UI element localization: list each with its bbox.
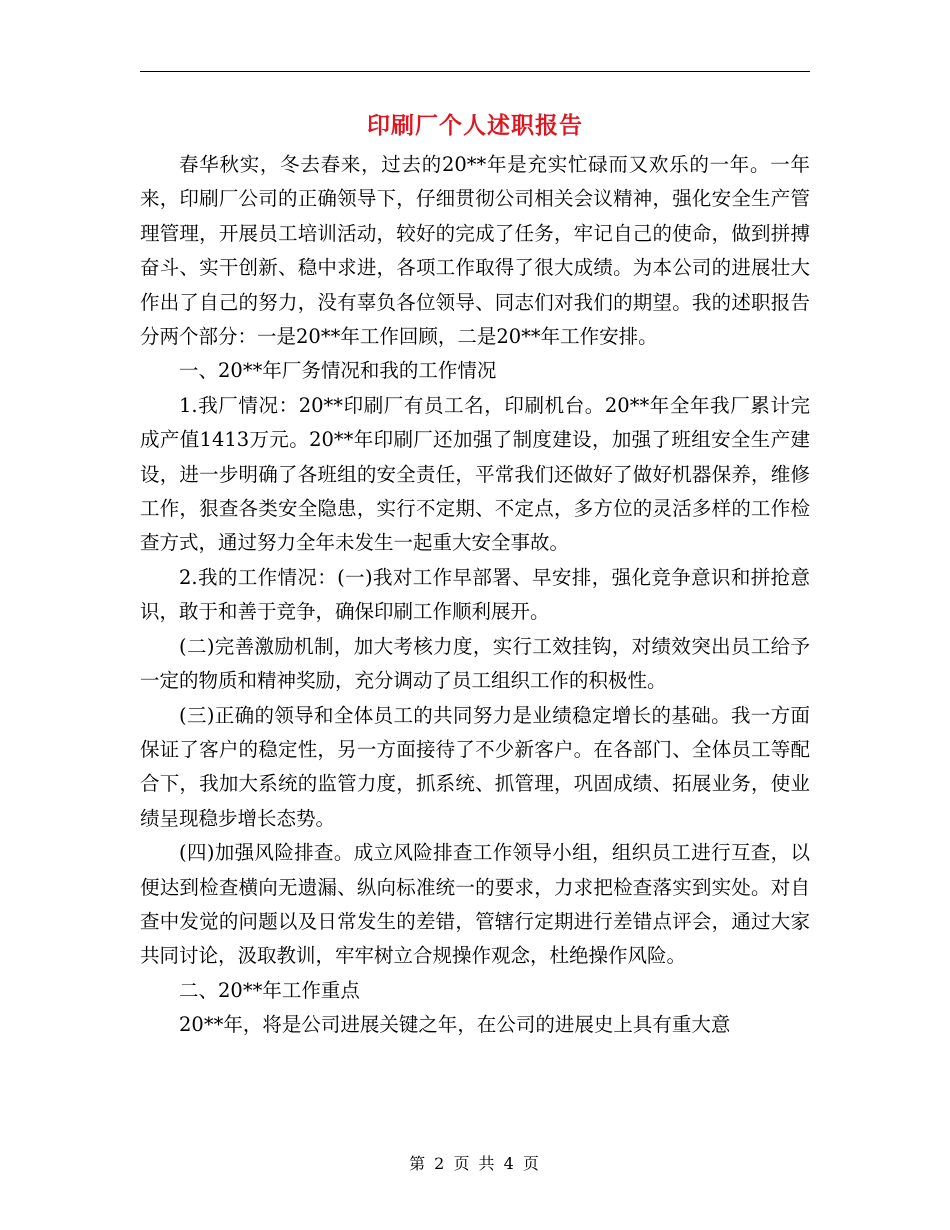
paragraph-factory-status: 1.我厂情况：20**印刷厂有员工名，印刷机台。20**年全年我厂累计完成产值1413万元。20**年印刷厂还加强了制度建设，加强了班组安全生产建设，进一步明确了各班组的安全责任，平常我们还做好了做好机器保养，维修工作，狠查各类安全隐患，实行不定期、不定点，多方位的灵活多样的工作检查方式，通过努力全年未发生一起重大安全事故。 bbox=[140, 393, 810, 555]
page-number: 第 2 页 共 4 页 bbox=[409, 1154, 541, 1173]
document-title: 印刷厂个人述职报告 bbox=[367, 112, 583, 139]
document-body bbox=[140, 148, 810, 1043]
paragraph-leadership: (三)正确的领导和全体员工的共同努力是业绩稳定增长的基础。我一方面保证了客户的稳定性，另一方面接待了不少新客户。在各部门、全体员工等配合下，我加大系统的监管力度，抓系统、抓管理，巩固成绩、拓展业务，使业绩呈现稳步增长态势。 bbox=[140, 703, 810, 830]
section-heading-1: 一、20**年厂务情况和我的工作情况 bbox=[179, 359, 497, 383]
paragraph-work-status: 2.我的工作情况：(一)我对工作早部署、早安排，强化竞争意识和拼抢意识，敢于和善于竞争，确保印刷工作顺利展开。 bbox=[140, 565, 810, 624]
paragraph-intro: 春华秋实，冬去春来，过去的20**年是充实忙碌而又欢乐的一年。一年来，印刷厂公司的正确领导下，仔细贯彻公司相关会议精神，强化安全生产管理管理，开展员工培训活动，较好的完成了任务，牢记自己的使命，做到拼搏奋斗、实干创新、稳中求进，各项工作取得了很大成绩。为本公司的进展壮大作出了自己的努力，没有辜负各位领导、同志们对我们的期望。我的述职报告分两个部分：一是20**年工作回顾，二是20**年工作安排。 bbox=[140, 153, 810, 349]
paragraph-risk-check: (四)加强风险排查。成立风险排查工作领导小组，组织员工进行互查，以便达到检查横向无遗漏、纵向标准统一的要求，力求把检查落实到实处。对自查中发觉的问题以及日常发生的差错，管辖行定期进行差错点评会，通过大家共同讨论，汲取教训，牢牢树立合规操作观念，杜绝操作风险。 bbox=[140, 841, 810, 968]
paragraph-incentive: (二)完善激励机制，加大考核力度，实行工效挂钩，对绩效突出员工给予一定的物质和精神奖励，充分调动了员工组织工作的积极性。 bbox=[140, 634, 810, 693]
paragraph-next-year: 20**年，将是公司进展关键之年，在公司的进展史上具有重大意 bbox=[179, 1013, 731, 1037]
section-heading-2: 二、20**年工作重点 bbox=[179, 978, 360, 1002]
header-rule bbox=[140, 71, 810, 72]
